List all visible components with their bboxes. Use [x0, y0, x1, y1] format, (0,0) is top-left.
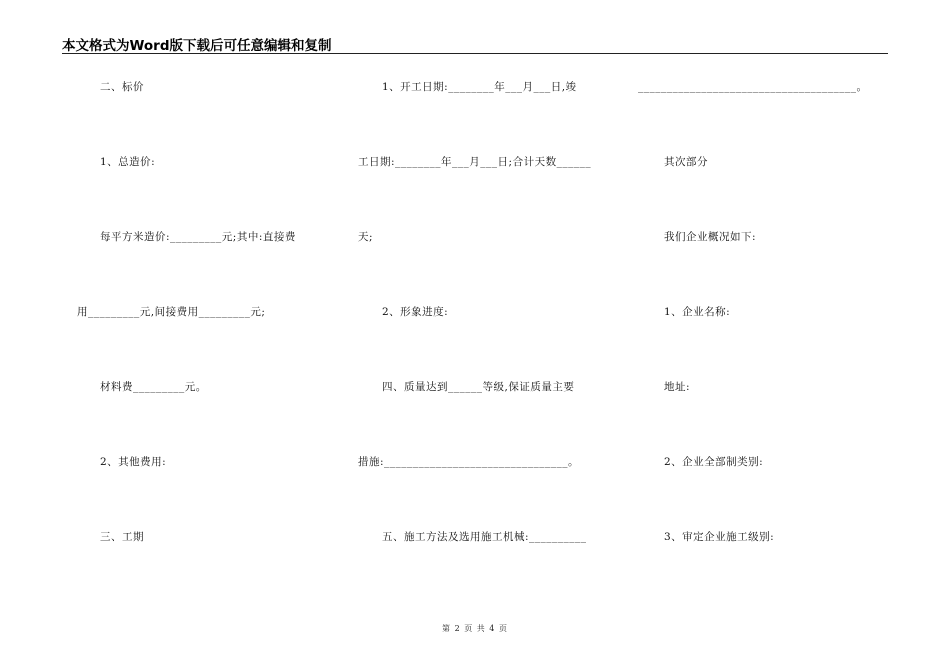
- completion-date-line: 工日期:________年___月___日;合计天数______: [358, 156, 592, 168]
- company-name-label: 1、企业名称:: [664, 306, 731, 318]
- days-unit-text: 天;: [358, 231, 374, 243]
- progress-label: 2、形象进度:: [382, 306, 449, 318]
- start-date-line: 1、开工日期:________年___月___日,竣: [382, 81, 577, 93]
- address-label: 地址:: [664, 381, 691, 393]
- quality-section-line: 四、质量达到______等级,保证质量主要: [382, 381, 575, 393]
- material-cost-line: 材料费_________元。: [100, 381, 207, 393]
- page-number: 第 2 页 共 4 页: [442, 624, 508, 633]
- unit-cost-line: 每平方米造价:_________元;其中:直接费: [100, 231, 296, 243]
- company-overview-label: 我们企业概况如下:: [664, 231, 757, 243]
- indirect-cost-line: 用_________元,间接费用_________元;: [77, 306, 266, 318]
- part-two-heading: 其次部分: [664, 156, 708, 168]
- price-section-heading: 二、标价: [100, 81, 144, 93]
- other-cost-label: 2、其他费用:: [100, 456, 167, 468]
- construction-grade-label: 3、审定企业施工级别:: [664, 531, 775, 543]
- ownership-type-label: 2、企业全部制类别:: [664, 456, 764, 468]
- construction-method-line: 五、施工方法及选用施工机械:__________: [382, 531, 587, 543]
- document-header-title: 本文格式为Word版下载后可任意编辑和复制: [62, 38, 332, 54]
- blank-fill-line: ______________________________________。: [638, 81, 868, 93]
- header-divider: [62, 53, 888, 54]
- schedule-section-heading: 三、工期: [100, 531, 144, 543]
- total-cost-label: 1、总造价:: [100, 156, 156, 168]
- quality-measures-line: 措施:________________________________。: [358, 456, 580, 468]
